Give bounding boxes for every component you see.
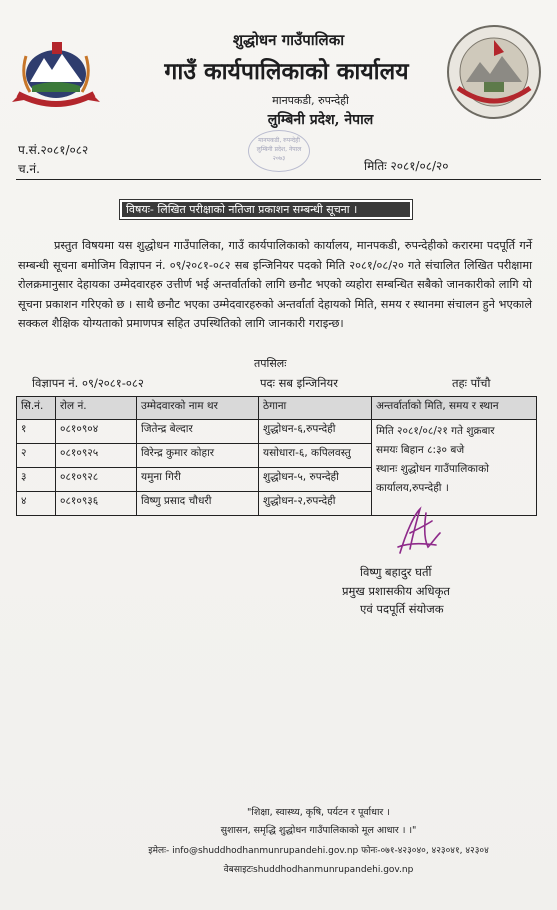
advert-level: तहः पाँचौ [452,376,491,390]
signer-title: प्रमुख प्रशासकीय अधिकृत [342,584,450,598]
col-header-roll: रोल नं. [56,397,137,420]
cell-interview-details [372,420,537,516]
cell-name: विरेन्द्र कुमार कोहार [137,444,259,468]
cell-sn: ३ [17,468,56,492]
stamp-line: लुम्बिनी प्रदेश, नेपाल [256,146,302,153]
candidates-table [16,396,537,516]
table-header-row [17,397,537,420]
interview-date: मिति २०८१/०८/२१ गते शुक्रबार [376,425,495,437]
office-location: मानपकडी, रुपन्देही [272,94,349,107]
cell-sn: २ [17,444,56,468]
cell-roll: ०८१०९२८ [56,468,137,492]
office-title: गाउँ कार्यपालिकाको कार्यालय [164,58,409,85]
header-divider [16,179,541,180]
notice-date: मितिः २०८१/०८/२० [364,159,449,173]
subject-box [119,199,413,220]
cell-roll: ०८१०९०४ [56,420,137,444]
col-header-sn: सि.नं. [17,397,56,420]
notice-body: प्रस्तुत विषयमा यस शुद्धोधन गाउँपालिका, गाउँ कार्यपालिकाको कार्यालय, मानपकडी, रुपन्देहीको करारमा पदपूर्ति गर्ने सम्बन्धी सूचना बमोजिम विज्ञापन नं. ०९/२०८१-०८२ सब इन्जिनियर पदको मिति २०८१/०८/२० गते संचालित लिखित परीक्षामा रोलक्रमानुसार देहायका उम्मेदवारहरु उत्तीर्ण भई अन्तर्वार्ताको लागि छनौट भएको व्यहोरा सम्बन्धित सबैको जानकारीको लागि यो सूचना प्रकाशन गरिएको छ । साथै छनौट भएका उम्मेदवारहरुको अन्तर्वार्ता देहायको मिति, समय र स्थानमा संचालन हुने भएकाले सक्कल शैक्षिक योग्यताको प्रमाणपत्र सहित उपस्थितिको लागि जानकारी गराइन्छ। [18,239,532,330]
advert-post: पदः सब इन्जिनियर [260,376,338,390]
col-header-address: ठेगाना [259,397,372,420]
cell-address: शुद्धोधन-६,रुपन्देही [259,420,372,444]
col-header-name: उम्मेदवारको नाम थर [137,397,259,420]
cell-address: शुद्धोधन-५, रुपन्देही [259,468,372,492]
subject-text: विषयः- लिखित परीक्षाको नतिजा प्रकाशन सम्बन्धी सूचना । [122,202,410,217]
tapasil-label: तपसिलः [254,357,287,370]
interview-place: स्थानः शुद्धोधन गाउँपालिकाको कार्यालय,रुपन्देही । [376,463,489,494]
cell-roll: ०८१०९३६ [56,492,137,516]
cell-name: विष्णु प्रसाद चौधरी [137,492,259,516]
table-row [17,420,537,444]
footer-contact: इमेलः- info@shuddhodhanmunrupandehi.gov.np फोनः-०७१-४२३०४०, ४२३०४१, ४२३०४ [148,846,489,856]
footer-motto-line1: "शिक्षा, स्वास्थ्य, कृषि, पर्यटन र पूर्वाधार । [247,807,390,818]
stamp-line: मानपकडी, रुपन्देही [258,137,300,144]
footer-motto-line2: सुशासन, समृद्धि शुद्धोधन गाउँपालिकाको मूल आधार । ।" [220,825,417,836]
patra-sankhya: प.सं.२०८१/०८२ [18,143,89,157]
chalani-number: च.नं. [18,162,40,176]
col-header-interview: अन्तर्वार्ताको मिति, समय र स्थान [372,397,537,420]
signature-icon [392,503,448,559]
cell-sn: १ [17,420,56,444]
interview-time: समयः बिहान ८:३० बजे [376,444,465,456]
municipality-name: शुद्धोधन गाउँपालिका [232,31,345,49]
cell-roll: ०८१०९२५ [56,444,137,468]
footer-website: वेबसाइटःshuddhodhanmunrupandehi.gov.np [223,865,414,875]
office-stamp [248,130,310,172]
signer-name: विष्णु बहादुर घर्ती [360,565,432,579]
advert-number: विज्ञापन नं. ०९/२०८१-०८२ [32,376,144,390]
office-province: लुम्बिनी प्रदेश, नेपाल [267,112,374,128]
cell-address: यसोधारा-६, कपिलवस्तु [259,444,372,468]
signer-role: एवं पदपूर्ति संयोजक [360,602,444,616]
stamp-line: २०७३ [272,155,286,162]
cell-name: यमुना गिरी [137,468,259,492]
cell-sn: ४ [17,492,56,516]
cell-address: शुद्धोधन-२,रुपन्देही [259,492,372,516]
cell-name: जितेन्द्र बेल्दार [137,420,259,444]
